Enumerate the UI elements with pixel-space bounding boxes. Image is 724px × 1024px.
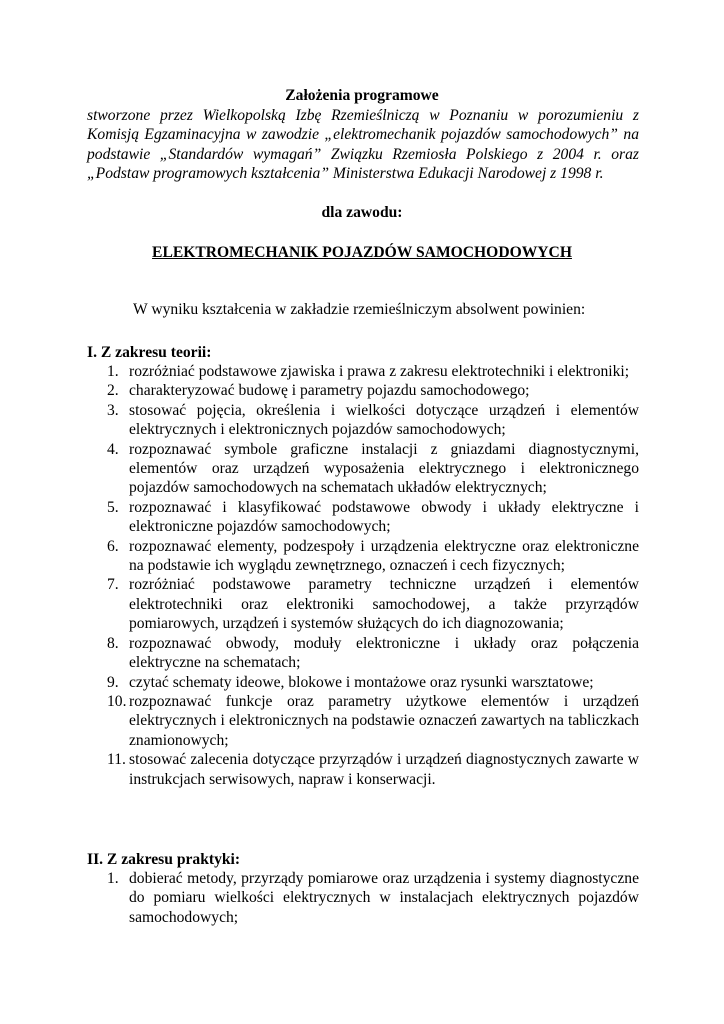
list-item (87, 869, 639, 927)
lead-sentence: W wyniku kształcenia w zakładzie rzemieślniczym absolwent powinien: (133, 301, 586, 318)
item-number: 3. (107, 401, 119, 419)
item-text: rozpoznawać funkcje oraz parametry użytkowe elementów i urządzeń elektrycznych i elektronicznych na podstawie oznaczeń zawartych na tabliczkach znamionowych; (129, 692, 639, 749)
item-number: 7. (107, 576, 119, 594)
item-text: charakteryzować budowę i parametry pojazdu samochodowego; (129, 382, 530, 400)
theory-list (87, 362, 639, 789)
item-text: stosować pojęcia, określenia i wielkości dotyczące urządzeń i elementów elektrycznych i elektronicznych pojazdów samochodowych; (129, 401, 639, 439)
item-number: 5. (107, 498, 119, 516)
item-number: 4. (107, 440, 119, 458)
profession-heading: ELEKTROMECHANIK POJAZDÓW SAMOCHODOWYCH (152, 244, 572, 261)
item-number: 1. (107, 870, 119, 887)
list-item (87, 401, 639, 440)
section-heading-theory: I. Z zakresu teorii: (87, 344, 212, 361)
list-item (87, 440, 639, 498)
intro-paragraph: stworzone przez Wielkopolską Izbę Rzemieślniczą w Poznaniu w porozumieniu z Komisją Egzaminacyjna w zawodzie „elektromechanik pojazdów samochodowych” na podstawie „Standardów wymagań” Związku Rzemiosła Polskiego z 2004 r. oraz „Podstaw programowych kształcenia” Ministerstwa Edukacji Narodowej z 1998 r. (87, 107, 639, 183)
list-item (87, 692, 639, 750)
item-text: rozpoznawać obwody, moduły elektroniczne i układy oraz połączenia elektryczne na schematach; (129, 634, 639, 672)
list-item (87, 673, 639, 692)
item-text: rozpoznawać symbole graficzne instalacji z gniazdami diagnostycznymi, elementów oraz urządzeń wyposażenia elektrycznego i elektronicznego pojazdów samochodowych na schematach układów elektrycznych; (129, 440, 639, 497)
item-number: 6. (107, 537, 119, 555)
list-item (87, 381, 639, 400)
item-number: 10. (107, 692, 127, 710)
item-text: rozpoznawać i klasyfikować podstawowe obwody i układy elektryczne i elektroniczne pojazdów samochodowych; (129, 498, 639, 536)
list-item (87, 498, 639, 537)
list-item (87, 750, 639, 789)
item-number: 9. (107, 673, 119, 691)
list-item (87, 575, 639, 633)
item-text: rozróżniać podstawowe parametry techniczne urządzeń i elementów elektrotechniki oraz elektroniki samochodowej, a także przyrządów pomiarowych, urządzeń i systemów służących do ich diagnozowania; (129, 576, 639, 633)
item-number: 8. (107, 634, 119, 652)
section-heading-practice: II. Z zakresu praktyki: (87, 851, 241, 868)
item-text: rozróżniać podstawowe zjawiska i prawa z zakresu elektrotechniki i elektroniki; (129, 363, 630, 380)
item-text: stosować zalecenia dotyczące przyrządów i urządzeń diagnostycznych zawarte w instrukcjach serwisowych, napraw i konserwacji. (129, 751, 639, 788)
for-profession-label: dla zawodu: (321, 204, 403, 221)
list-item (87, 362, 639, 381)
item-number: 1. (107, 363, 119, 380)
document-title: Założenia programowe (285, 87, 439, 104)
item-text: czytać schematy ideowe, blokowe i montażowe oraz rysunki warsztatowe; (129, 673, 594, 691)
item-number: 11. (107, 751, 126, 769)
item-text: rozpoznawać elementy, podzespoły i urządzenia elektryczne oraz elektroniczne na podstawie ich wyglądu zewnętrznego, oznaczeń i cech fizycznych; (129, 537, 639, 575)
list-item (87, 537, 639, 576)
item-number: 2. (107, 382, 119, 400)
list-item (87, 634, 639, 673)
practice-list (87, 869, 639, 927)
item-text: dobierać metody, przyrządy pomiarowe oraz urządzenia i systemy diagnostyczne do pomiaru wielkości elektrycznych w instalacjach elektrycznych pojazdów samochodowych; (129, 870, 639, 926)
